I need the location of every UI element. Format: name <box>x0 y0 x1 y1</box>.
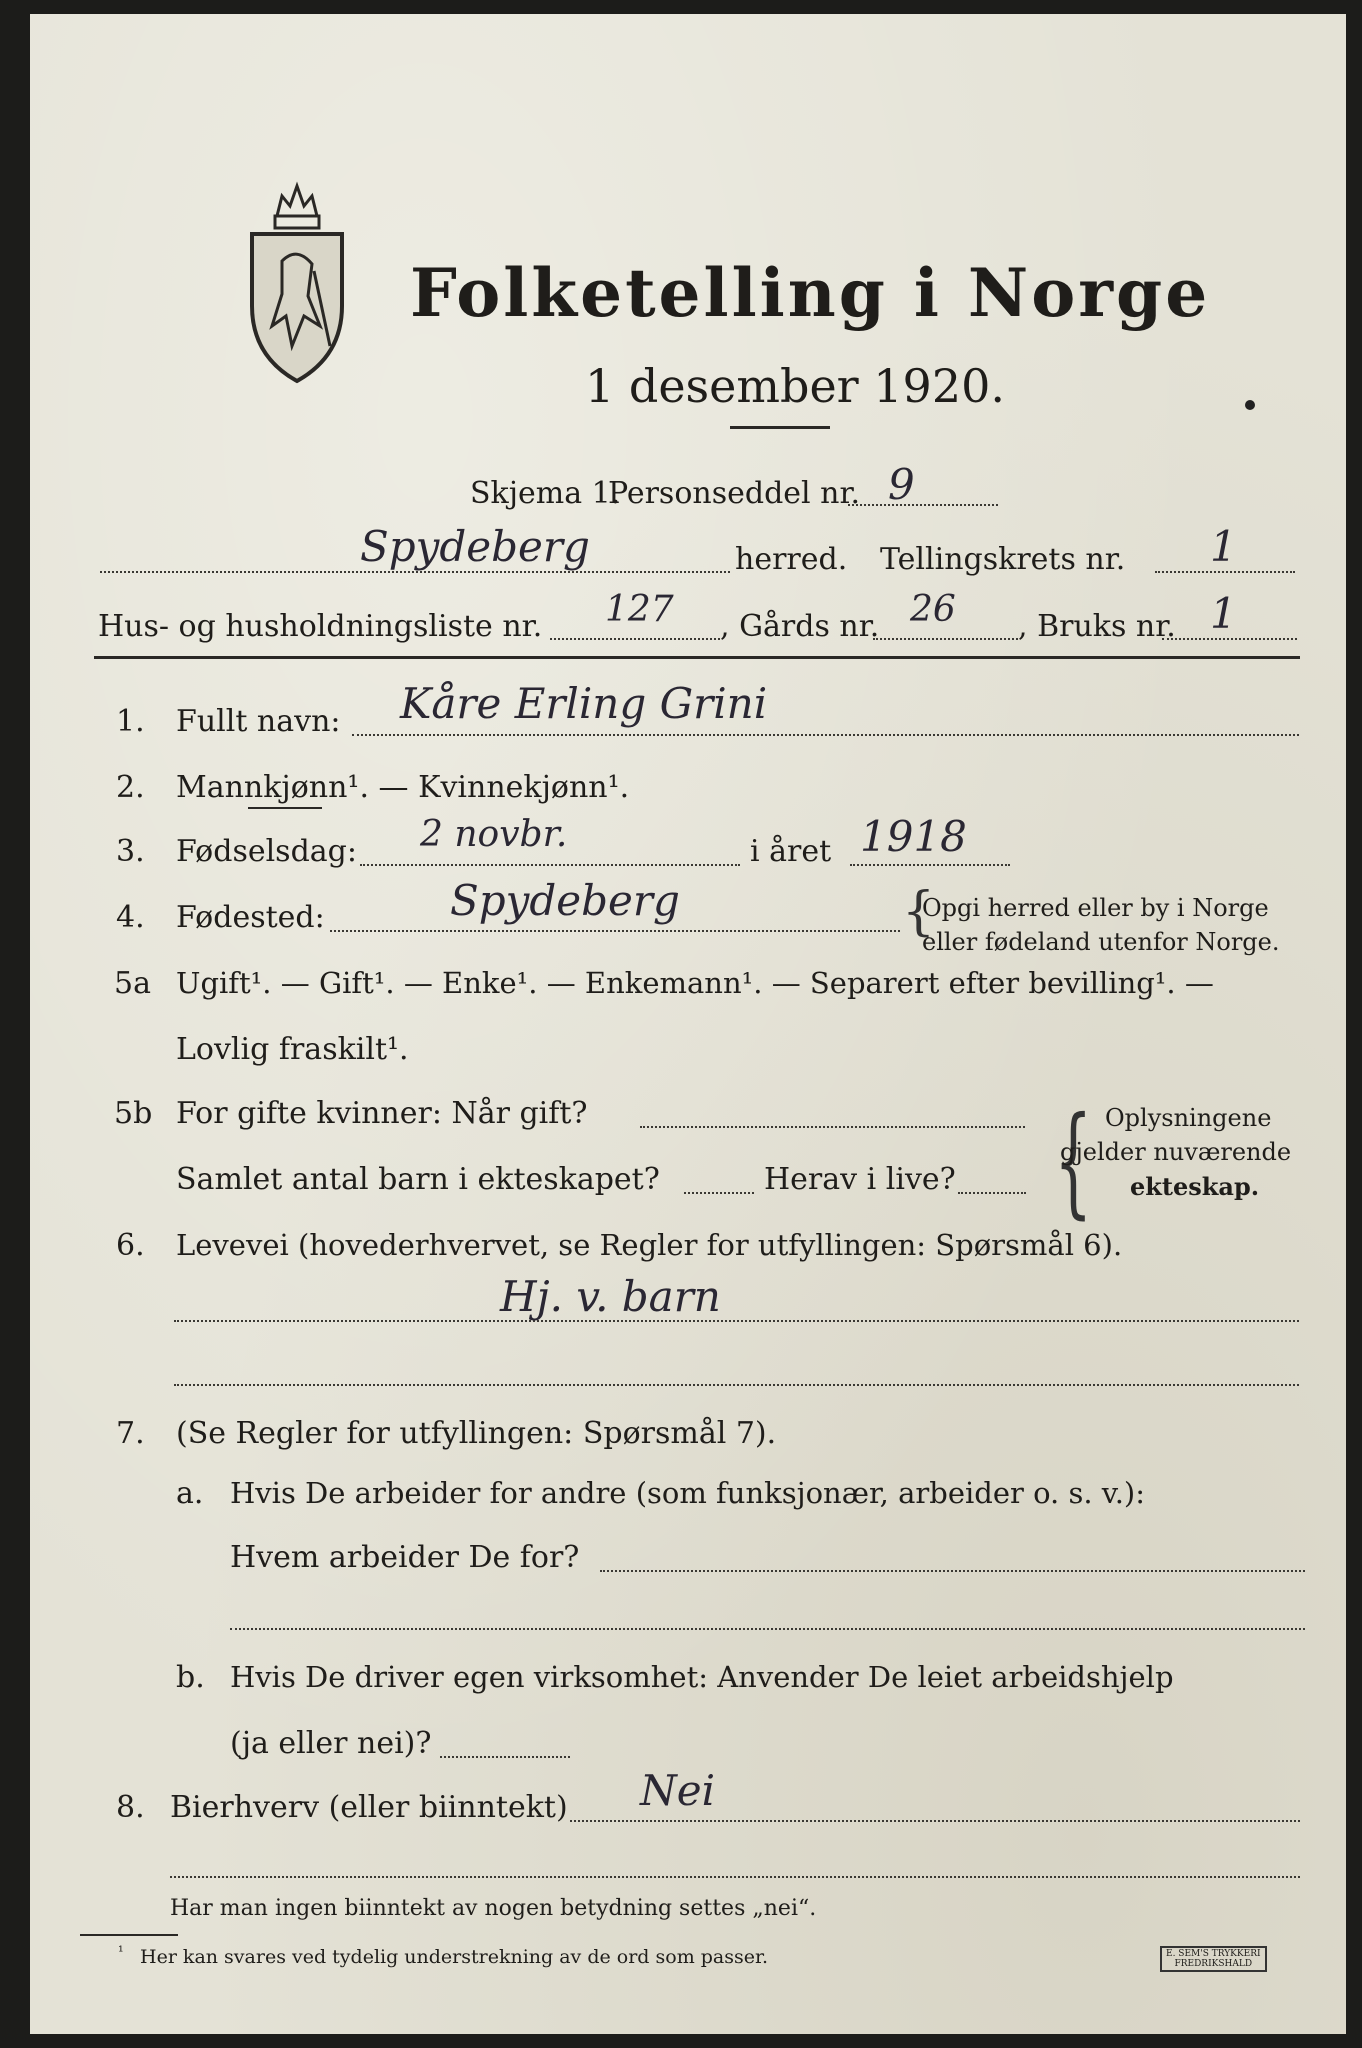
ink-dot <box>1245 400 1255 410</box>
footnote-rule <box>80 1934 178 1936</box>
q3-line <box>360 864 740 866</box>
q5a-label: Ugift¹. — Gift¹. — Enke¹. — Enkemann¹. — Separert efter bevilling¹. — <box>176 966 1214 1000</box>
q5b-note-2: gjelder nuværende <box>1060 1138 1292 1166</box>
q3-value: 2 novbr. <box>420 814 568 855</box>
census-date: 1 desember 1920. <box>585 359 1005 413</box>
q5b-number: 5b <box>114 1096 153 1131</box>
q4-note-2: eller fødeland utenfor Norge. <box>922 928 1280 956</box>
coat-of-arms-icon <box>242 176 352 386</box>
q8-number: 8. <box>116 1790 145 1825</box>
hus-line <box>550 638 720 640</box>
q7a-label-2: Hvem arbeider De for? <box>230 1540 580 1575</box>
hus-label: Hus- og husholdningsliste nr. <box>98 609 543 644</box>
q7a-label: Hvis De arbeider for andre (som funksjonær, arbeider o. s. v.): <box>230 1476 1146 1510</box>
q7a-line-2 <box>230 1628 1305 1630</box>
gards-label: , Gårds nr. <box>720 609 880 644</box>
bruks-label: , Bruks nr. <box>1018 609 1176 644</box>
q2-label: Mannkjønn¹. — Kvinnekjønn¹. <box>176 770 630 805</box>
q8-line-2 <box>170 1876 1300 1878</box>
bruks-value: 1 <box>1210 589 1237 638</box>
q6-line-2 <box>174 1384 1299 1386</box>
q3-number: 3. <box>116 834 145 869</box>
q6-label: Levevei (hovederhvervet, se Regler for utfyllingen: Spørsmål 6). <box>176 1228 1123 1262</box>
q5b-living-line <box>958 1192 1026 1194</box>
skjema-label: Skjema 1. <box>470 476 621 511</box>
q5b-label-2: Samlet antal barn i ekteskapet? <box>176 1162 660 1197</box>
herred-line <box>100 571 730 573</box>
title-underline <box>730 426 830 429</box>
hus-value: 127 <box>605 589 674 630</box>
bruks-line <box>1162 638 1297 640</box>
q1-label: Fullt navn: <box>176 704 341 739</box>
q8-line-1 <box>570 1820 1300 1822</box>
q7b-label: Hvis De driver egen virksomhet: Anvender De leiet arbeidshjelp <box>230 1660 1174 1694</box>
q7b-number: b. <box>176 1660 205 1695</box>
q5a-number: 5a <box>114 966 151 1001</box>
q4-brace: { <box>902 882 936 942</box>
q5b-note-1: Oplysningene <box>1105 1104 1272 1132</box>
printer-stamp <box>1160 1946 1267 1972</box>
q5b-brace: { <box>1054 1092 1093 1231</box>
q4-line <box>330 930 900 932</box>
q3-year-value: 1918 <box>860 812 967 861</box>
q8-label: Bierhverv (eller biinntekt) <box>170 1790 568 1825</box>
q5b-note-3: ekteskap. <box>1130 1172 1260 1201</box>
census-form-page <box>30 14 1346 2034</box>
q5b-children-line <box>684 1192 754 1194</box>
personseddel-label: Personseddel nr. <box>608 476 861 511</box>
q7a-line-1 <box>600 1570 1305 1572</box>
q1-value: Kåre Erling Grini <box>400 679 768 728</box>
herred-value: Spydeberg <box>360 522 590 571</box>
tellingskrets-line <box>1155 571 1295 573</box>
q1-number: 1. <box>116 704 145 739</box>
tellingskrets-label: Tellingskrets nr. <box>880 542 1126 577</box>
printer-stamp-line-2: FREDRIKSHALD <box>1174 1959 1253 1969</box>
q3-year-label: i året <box>750 834 832 869</box>
q5b-label: For gifte kvinner: Når gift? <box>176 1096 588 1131</box>
footnote-mark: ¹ <box>118 1944 124 1960</box>
q3-label: Fødselsdag: <box>176 834 357 869</box>
tellingskrets-value: 1 <box>1210 522 1237 571</box>
form-title: Folketelling i Norge <box>410 254 1211 332</box>
header-separator <box>94 656 1300 659</box>
personseddel-value: 9 <box>888 460 915 509</box>
q6-value: Hj. v. barn <box>500 1272 721 1321</box>
q7-label: (Se Regler for utfyllingen: Spørsmål 7). <box>176 1416 777 1451</box>
q4-value: Spydeberg <box>450 876 680 925</box>
q3-year-line <box>850 864 1010 866</box>
q8-note: Har man ingen biinntekt av nogen betydning settes „nei“. <box>170 1896 817 1921</box>
q5b-married-line <box>640 1126 1025 1128</box>
q4-label: Fødested: <box>176 900 325 935</box>
q8-value: Nei <box>640 1766 716 1815</box>
q4-note-1: Opgi herred eller by i Norge <box>922 894 1269 922</box>
q1-line <box>352 734 1299 736</box>
gards-value: 26 <box>910 589 956 630</box>
gards-line <box>873 638 1018 640</box>
q2-number: 2. <box>116 770 145 805</box>
footnote-text: Her kan svares ved tydelig understrekning av de ord som passer. <box>140 1946 769 1968</box>
q4-number: 4. <box>116 900 145 935</box>
q7a-number: a. <box>176 1476 204 1511</box>
q7b-label-2: (ja eller nei)? <box>230 1726 432 1761</box>
q7-number: 7. <box>116 1416 145 1451</box>
personseddel-line <box>848 504 998 506</box>
q5b-label-3: Herav i live? <box>764 1162 956 1197</box>
q5a-label-2: Lovlig fraskilt¹. <box>176 1032 409 1067</box>
q6-number: 6. <box>116 1228 145 1263</box>
q7b-line <box>440 1756 570 1758</box>
q2-underline <box>248 807 322 809</box>
q6-line-1 <box>174 1320 1299 1322</box>
herred-label: herred. <box>735 542 848 577</box>
printer-stamp-line-1: E. SEM'S TRYKKERI <box>1166 1949 1261 1959</box>
